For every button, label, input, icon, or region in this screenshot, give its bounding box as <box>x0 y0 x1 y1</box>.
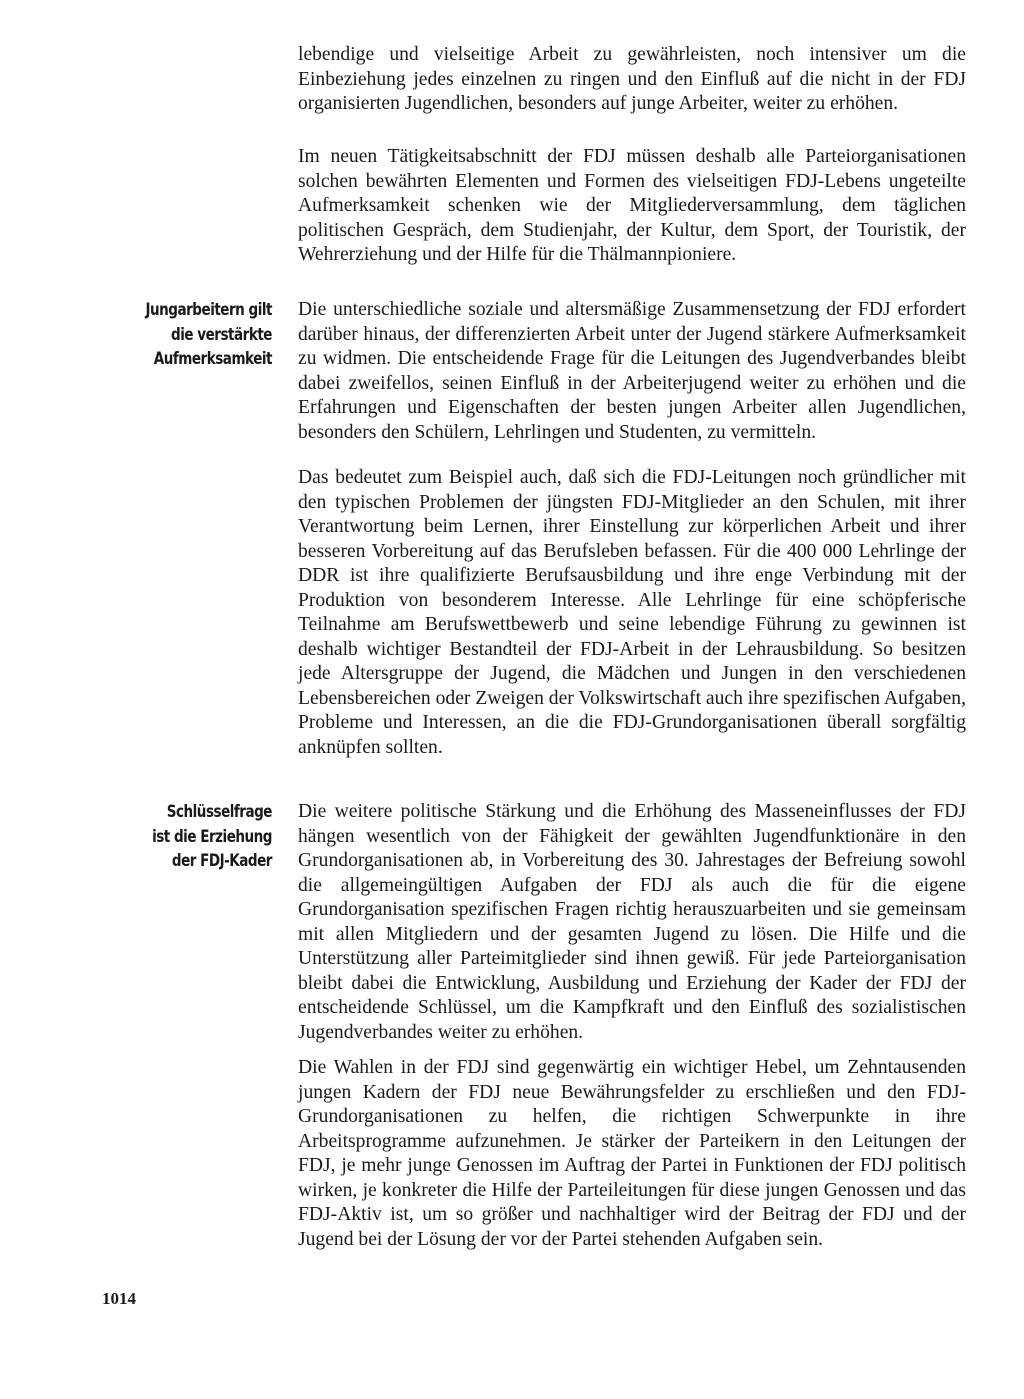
page-number: 1014 <box>102 1289 136 1308</box>
side-heading-2-line-3: der FDJ-Kader <box>171 851 272 870</box>
paragraph-6: Die Wahlen in der FDJ sind gegenwärtig ein wichtiger Hebel, um Zehntausenden jungen Kadern der FDJ neue Bewährungsfelder zu erschließen und den FDJ-Grundorganisationen zu helfen, die richtigen Schwerpunkte in ihre Arbeitsprogramme aufzunehmen. Je stärker der Parteikern in den Leitungen der FDJ, je mehr junge Genossen im Auftrag der Partei in Funktionen der FDJ politisch wirken, je konkreter die Hilfe der Parteileitungen für diese jungen Genossen und das FDJ-Aktiv ist, um so größer und nachhaltiger wird der Beitrag der FDJ und der Jugend bei der Lösung der vor der Partei stehenden Aufgaben sein. <box>298 1057 966 1250</box>
paragraph-3: Die unterschiedliche soziale und altersmäßige Zusammensetzung der FDJ erfordert darüber hinaus, der differenzierten Arbeit unter der Jugend stärkere Aufmerksamkeit zu widmen. Die entscheidende Frage für die Leitungen des Jugendverbandes bleibt dabei zweifellos, seinen Einfluß in der Arbeiterjugend weiter zu erhöhen und die Erfahrungen und Eigenschaften der besten jungen Arbeiter allen Jugendlichen, besonders den Schülern, Lehrlingen und Studenten, zu vermitteln. <box>298 299 966 443</box>
side-heading-1-line-3: Aufmerksamkeit <box>153 349 272 368</box>
paragraph-1: lebendige und vielseitige Arbeit zu gewährleisten, noch intensiver um die Einbeziehung jedes einzelnen zu ringen und den Einfluß auf die nicht in der FDJ organisierten Jugendlichen, besonders auf junge Arbeiter, weiter zu erhöhen. <box>298 44 966 114</box>
side-heading-2-line-2: ist die Erziehung <box>152 826 272 846</box>
side-heading-1-line-2: die verstärkte <box>171 324 272 344</box>
side-heading-key-question <box>124 800 272 874</box>
paragraph-2: Im neuen Tätigkeitsabschnitt der FDJ müssen deshalb alle Parteiorganisationen solchen bewährten Elementen und Formen des vielseitigen FDJ-Lebens ungeteilte Aufmerksamkeit schenken wie der Mitgliederversammlung, dem täglichen politischen Gespräch, dem Studienjahr, der Kultur, dem Sport, der Touristik, der Wehrerziehung und der Hilfe für die Thälmannpioniere. <box>298 146 966 265</box>
side-heading-1-line-1: Jungarbeitern gilt <box>145 300 272 319</box>
side-heading-young-workers <box>124 298 272 372</box>
paragraph-4: Das bedeutet zum Beispiel auch, daß sich die FDJ-Leitungen noch gründlicher mit den typischen Problemen der jüngsten FDJ-Mitglieder an den Schulen, mit ihrer Verantwortung beim Lernen, ihrer Einstellung zur körperlichen Arbeit und ihrer besseren Vorbereitung auf das Berufsleben befassen. Für die 400 000 Lehrlinge der DDR ist ihre qualifizierte Berufsausbildung und ihre enge Verbindung mit der Produktion von besonderem Interesse. Alle Lehrlinge für eine schöpferische Teilnahme am Berufswettbewerb und seine lebendige Führung zu gewinnen ist deshalb wichtiger Bestandteil der FDJ-Arbeit in der Lehrausbildung. So besitzen jede Altersgruppe der Jugend, die Mädchen und Jungen in den verschiedenen Lebensbereichen oder Zweigen der Volkswirtschaft auch ihre spezifischen Aufgaben, Probleme und Interessen, an die die FDJ-Grundorganisationen überall sorgfältig anknüpfen sollten. <box>298 467 966 758</box>
paragraph-5: Die weitere politische Stärkung und die Erhöhung des Masseneinflusses der FDJ hängen wesentlich von der Fähigkeit der gewählten Jugendfunktionäre in den Grundorganisationen ab, in Vorbereitung des 30. Jahrestages der Befreiung sowohl die allgemeingültigen Aufgaben der FDJ als auch die für die eigene Grundorganisation spezifischen Fragen richtig herauszuarbeiten und sie gemeinsam mit allen Mitgliedern und der gesamten Jugend zu lösen. Die Hilfe und die Unterstützung aller Parteimitglieder sind ihnen gewiß. Für jede Parteiorganisation bleibt dabei die Entwicklung, Ausbildung und Erziehung der Kader der FDJ der entscheidende Schlüssel, um die Kampfkraft und den Einfluß des sozialistischen Jugendverbandes weiter zu erhöhen. <box>298 801 966 1043</box>
side-heading-2-line-1: Schlüsselfrage <box>166 802 272 821</box>
